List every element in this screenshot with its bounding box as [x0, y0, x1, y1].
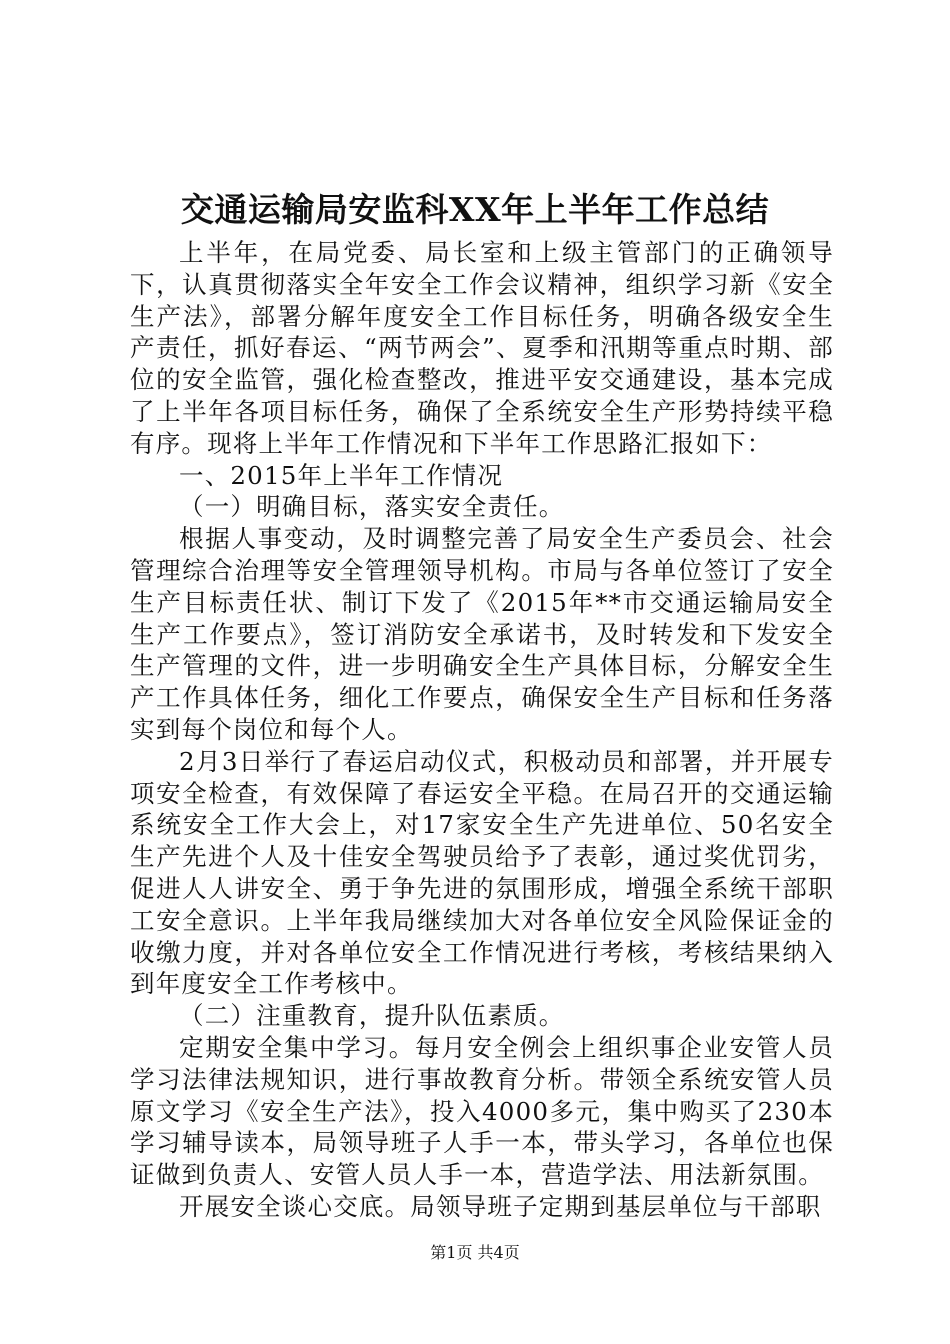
paragraph-intro: 上半年，在局党委、局长室和上级主管部门的正确领导下，认真贯彻落实全年安全工作会议精神，组织学习新《安全生产法》，部署分解年度安全工作目标任务，明确各级安全生产责任，抓好春运、“两节两会”、夏季和汛期等重点时期、部位的安全监管，强化检查整改，推进平安交通建设，基本完成了上半年各项目标任务，确保了全系统安全生产形势持续平稳有序。现将上半年工作情况和下半年工作思路汇报如下： — [130, 238, 834, 458]
paragraph-responsibility: 根据人事变动，及时调整完善了局安全生产委员会、社会管理综合治理等安全管理领导机构。市局与各单位签订了安全生产目标责任状、制订下发了《2015年**市交通运输局安全生产工作要点》，签订消防安全承诺书，及时转发和下发安全生产管理的文件，进一步明确安全生产具体目标，分解安全生产工作具体任务，细化工作要点，确保安全生产目标和任务落实到每个岗位和每个人。 — [130, 524, 834, 744]
subsection-heading-2: （二）注重教育，提升队伍素质。 — [179, 1001, 565, 1031]
document-body — [130, 237, 834, 1223]
section-heading-1: 一、2015年上半年工作情况 — [179, 460, 504, 490]
paragraph-study: 定期安全集中学习。每月安全例会上组织事企业安管人员学习法律法规知识，进行事故教育分析。带领全系统安管人员原文学习《安全生产法》，投入4000多元，集中购买了230本学习辅导读本，局领导班子人手一本，带头学习，各单位也保证做到负责人、安管人员人手一本，营造学法、用法新氛围。 — [130, 1032, 834, 1190]
paragraph-spring-transport: 2月3日举行了春运启动仪式，积极动员和部署，并开展专项安全检查，有效保障了春运安全平稳。在局召开的交通运输系统安全工作大会上，对17家安全生产先进单位、50名安全生产先进个人及十佳安全驾驶员给予了表彰，通过奖优罚劣，促进人人讲安全、勇于争先进的氛围形成，增强全系统干部职工安全意识。上半年我局继续加大对各单位安全风险保证金的收缴力度，并对各单位安全工作情况进行考核，考核结果纳入到年度安全工作考核中。 — [130, 746, 834, 999]
document-title: 交通运输局安监科XX年上半年工作总结 — [180, 190, 770, 229]
subsection-heading-1: （一）明确目标，落实安全责任。 — [179, 492, 565, 522]
page-number-footer: 第1页 共4页 — [430, 1243, 520, 1262]
paragraph-talks: 开展安全谈心交底。局领导班子定期到基层单位与干部职 — [179, 1191, 822, 1221]
